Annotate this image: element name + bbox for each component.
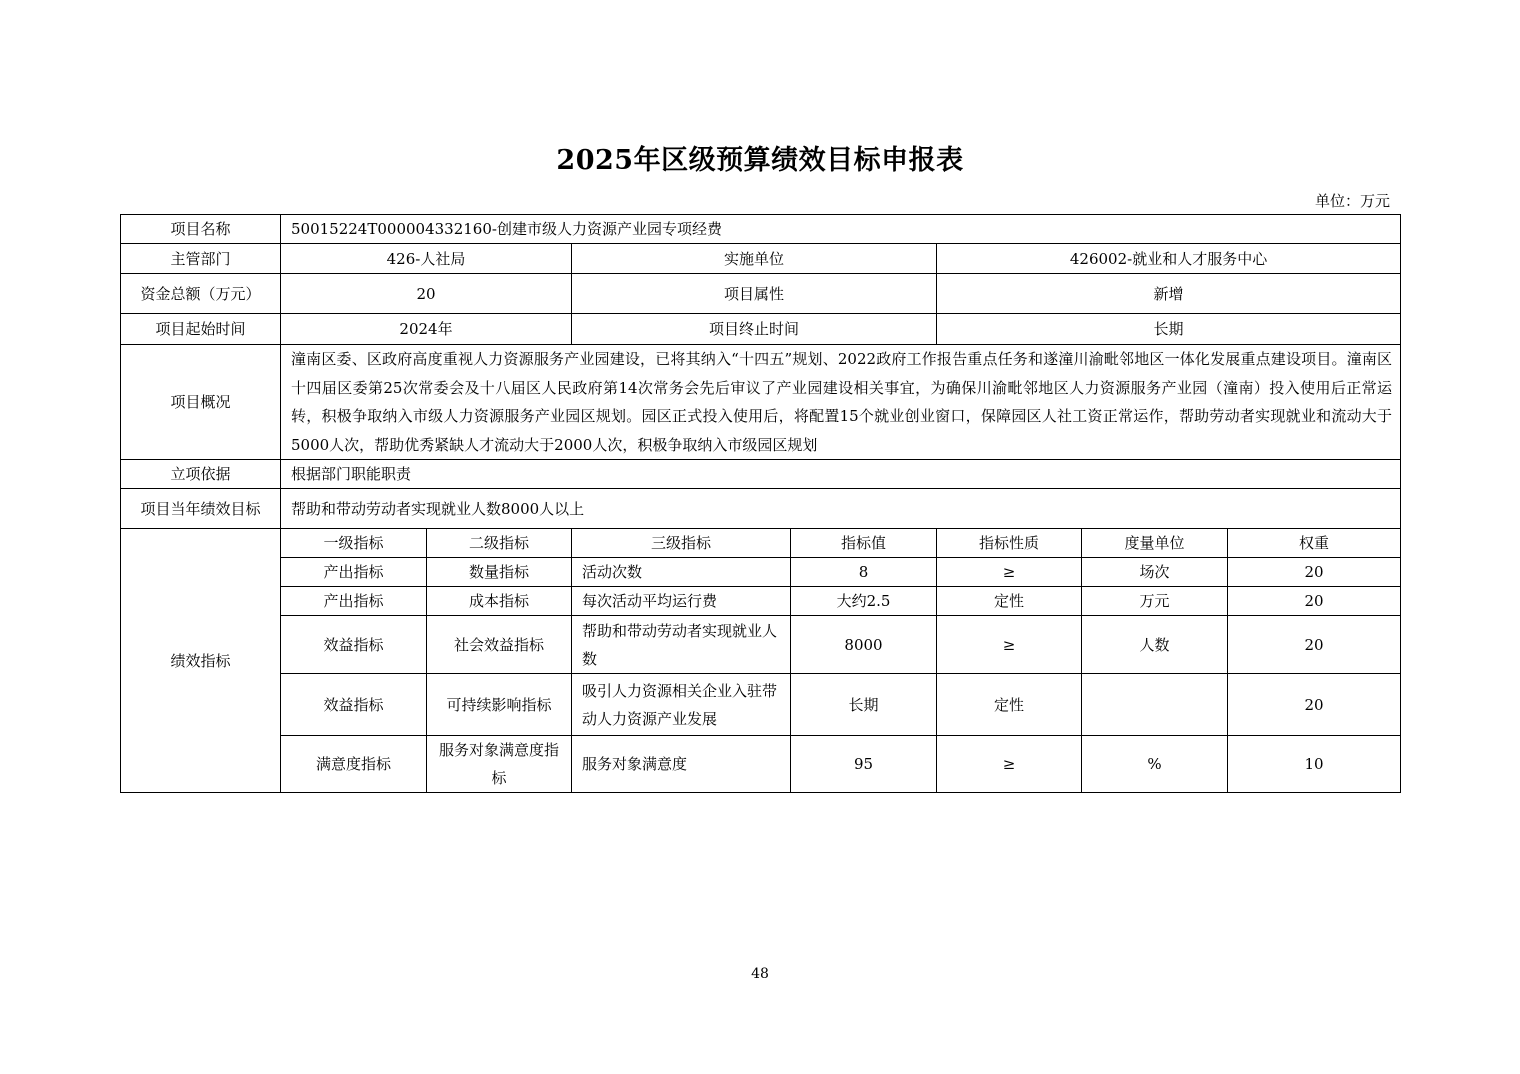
level1-cell: 产出指标 — [281, 587, 427, 616]
nature-cell: ≥ — [937, 616, 1082, 674]
weight-cell: 20 — [1228, 587, 1401, 616]
unit-cell: 万元 — [1082, 587, 1228, 616]
nature-cell: ≥ — [937, 558, 1082, 587]
performance-target-table — [120, 214, 1401, 793]
weight-cell: 20 — [1228, 674, 1401, 736]
nature-cell: ≥ — [937, 736, 1082, 793]
basis-value: 根据部门职能职责 — [281, 460, 1401, 489]
indicators-section-label: 绩效指标 — [121, 529, 281, 793]
value-cell: 8000 — [791, 616, 937, 674]
header-weight: 权重 — [1228, 529, 1401, 558]
page-number: 48 — [751, 966, 769, 982]
project-name-label: 项目名称 — [121, 215, 281, 244]
end-value: 长期 — [937, 314, 1401, 345]
basis-label: 立项依据 — [121, 460, 281, 489]
impl-label: 实施单位 — [572, 244, 937, 274]
unit-cell: 场次 — [1082, 558, 1228, 587]
overview-value: 潼南区委、区政府高度重视人力资源服务产业园建设，已将其纳入“十四五”规划、2022政府工作报告重点任务和遂潼川渝毗邻地区一体化发展重点建设项目。潼南区十四届区委第25次常委会及十八届区人民政府第14次常务会先后审议了产业园建设相关事宜，为确保川渝毗邻地区人力资源服务产业园（潼南）投入使用后正常运转，积极争取纳入市级人力资源服务产业园区规划。园区正式投入使用后，将配置15个就业创业窗口，保障园区人社工资正常运作，帮助劳动者实现就业和流动大于5000人次，帮助优秀紧缺人才流动大于2000人次，积极争取纳入市级园区规划 — [281, 345, 1401, 460]
level2-cell: 服务对象满意度指标 — [427, 736, 572, 793]
row-overview — [121, 345, 1401, 460]
row-department — [121, 244, 1401, 274]
unit-cell — [1082, 674, 1228, 736]
unit-cell: % — [1082, 736, 1228, 793]
level2-cell: 社会效益指标 — [427, 616, 572, 674]
header-value: 指标值 — [791, 529, 937, 558]
level3-cell: 帮助和带动劳动者实现就业人数 — [572, 616, 791, 674]
project-name-value: 50015224T000004332160-创建市级人力资源产业园专项经费 — [281, 215, 1401, 244]
header-unit: 度量单位 — [1082, 529, 1228, 558]
fund-label: 资金总额（万元） — [121, 274, 281, 314]
overview-label: 项目概况 — [121, 345, 281, 460]
attr-label: 项目属性 — [572, 274, 937, 314]
unit-cell: 人数 — [1082, 616, 1228, 674]
level1-cell: 效益指标 — [281, 616, 427, 674]
page-title: 2025年区级预算绩效目标申报表 — [556, 145, 964, 176]
end-label: 项目终止时间 — [572, 314, 937, 345]
table-row — [121, 558, 1401, 587]
level2-cell: 成本指标 — [427, 587, 572, 616]
impl-value: 426002-就业和人才服务中心 — [937, 244, 1401, 274]
weight-cell: 20 — [1228, 558, 1401, 587]
unit-label: 单位：万元 — [1314, 192, 1390, 210]
level1-cell: 产出指标 — [281, 558, 427, 587]
indicator-header-row — [121, 529, 1401, 558]
level3-cell: 吸引人力资源相关企业入驻带动人力资源产业发展 — [572, 674, 791, 736]
level1-cell: 效益指标 — [281, 674, 427, 736]
goal-label: 项目当年绩效目标 — [121, 489, 281, 529]
level1-cell: 满意度指标 — [281, 736, 427, 793]
start-value: 2024年 — [281, 314, 572, 345]
table-row — [121, 616, 1401, 674]
nature-cell: 定性 — [937, 587, 1082, 616]
level2-cell: 可持续影响指标 — [427, 674, 572, 736]
row-fund — [121, 274, 1401, 314]
start-label: 项目起始时间 — [121, 314, 281, 345]
level3-cell: 服务对象满意度 — [572, 736, 791, 793]
dept-value: 426-人社局 — [281, 244, 572, 274]
level3-cell: 活动次数 — [572, 558, 791, 587]
header-level2: 二级指标 — [427, 529, 572, 558]
fund-value: 20 — [281, 274, 572, 314]
row-period — [121, 314, 1401, 345]
level2-cell: 数量指标 — [427, 558, 572, 587]
table-row — [121, 736, 1401, 793]
nature-cell: 定性 — [937, 674, 1082, 736]
level3-cell: 每次活动平均运行费 — [572, 587, 791, 616]
header-nature: 指标性质 — [937, 529, 1082, 558]
weight-cell: 20 — [1228, 616, 1401, 674]
weight-cell: 10 — [1228, 736, 1401, 793]
row-project-name — [121, 215, 1401, 244]
attr-value: 新增 — [937, 274, 1401, 314]
header-level3: 三级指标 — [572, 529, 791, 558]
header-level1: 一级指标 — [281, 529, 427, 558]
table-row — [121, 587, 1401, 616]
value-cell: 大约2.5 — [791, 587, 937, 616]
value-cell: 长期 — [791, 674, 937, 736]
value-cell: 95 — [791, 736, 937, 793]
dept-label: 主管部门 — [121, 244, 281, 274]
table-row — [121, 674, 1401, 736]
value-cell: 8 — [791, 558, 937, 587]
row-goal — [121, 489, 1401, 529]
row-basis — [121, 460, 1401, 489]
goal-value: 帮助和带动劳动者实现就业人数8000人以上 — [281, 489, 1401, 529]
